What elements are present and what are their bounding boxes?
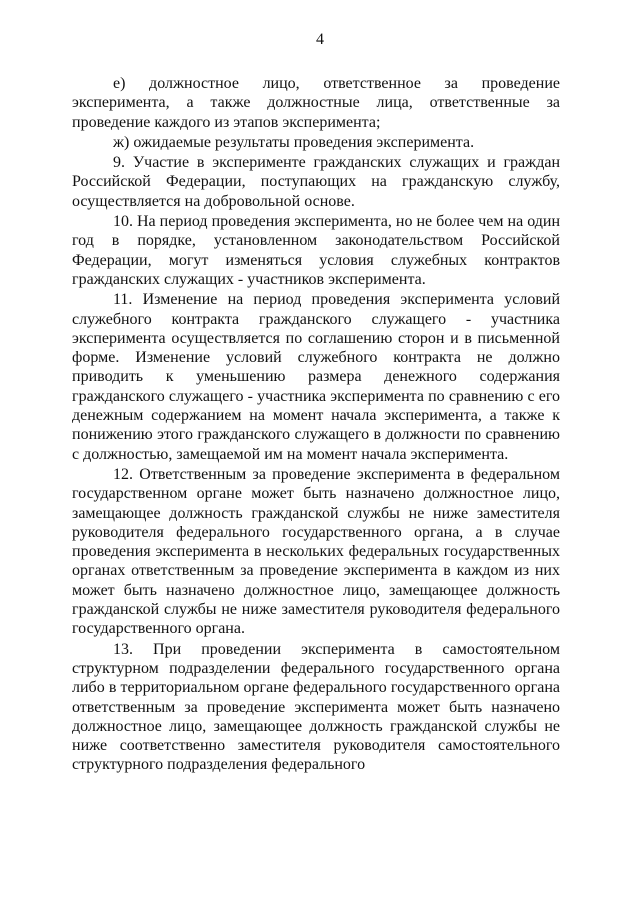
paragraph-13: 13. При проведении эксперимента в самостоятельном структурном подразделении федерального государственного органа либо в территориальном органе федерального государственного органа ответственным за проведение эксперимента может быть назначено должностное лицо, замещающее должность гражданской службы не ниже соответственно заместителя руководителя самостоятельного структурного подразделения федерального xyxy=(72,640,560,774)
paragraph-12: 12. Ответственным за проведение эксперимента в федеральном государственном органе может быть назначено должностное лицо, замещающее должность гражданской службы не ниже заместителя руководителя федерального государственного органа, а в случае проведения эксперимента в нескольких федеральных государственных органах ответственным за проведение эксперимента в каждом из них может быть назначено должностное лицо, замещающее должность гражданской службы не ниже заместителя руководителя федерального государственного органа. xyxy=(72,465,560,638)
paragraph-10: 10. На период проведения эксперимента, но не более чем на один год в порядке, установленном законодательством Российской Федерации, могут изменяться условия служебных контрактов гражданских служащих - участников эксперимента. xyxy=(72,213,560,288)
document-body xyxy=(72,74,560,776)
page-number: 4 xyxy=(316,31,324,48)
paragraph-11: 11. Изменение на период проведения эксперимента условий служебного контракта гражданского служащего - участника эксперимента осуществляется по соглашению сторон и в письменной форме. Изменение условий служебного контракта не должно приводить к уменьшению размера денежного содержания гражданского служащего - участника эксперимента по сравнению с его денежным содержанием на момент начала эксперимента, а также к понижению этого гражданского служащего в должности по сравнению с должностью, замещаемой им на момент начала эксперимента. xyxy=(72,291,560,463)
paragraph-9: 9. Участие в эксперименте гражданских служащих и граждан Российской Федерации, поступающих на гражданскую службу, осуществляется на добровольной основе. xyxy=(72,154,560,210)
paragraph-item-e: е) должностное лицо, ответственное за проведение эксперимента, а также должностные лица, ответственные за проведение каждого из этапов эксперимента; xyxy=(72,75,560,131)
paragraph-item-zh: ж) ожидаемые результаты проведения эксперимента. xyxy=(113,133,475,151)
